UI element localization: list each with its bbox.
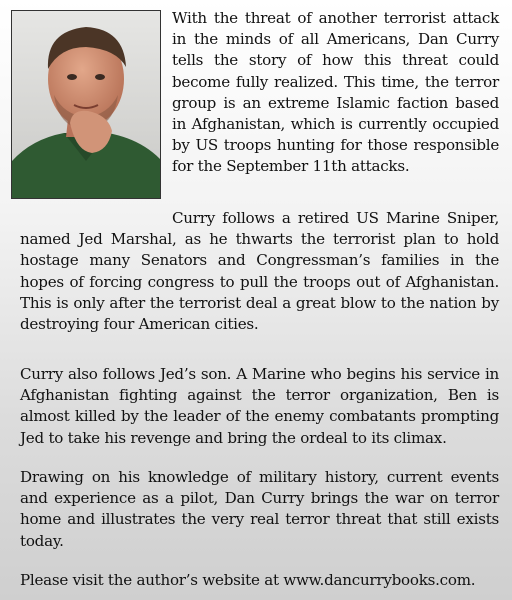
- author-background-paragraph: Drawing on his knowledge of military history, current events and experience as a pilot, Dan Curry brings the war on terror home and illustrates the very real terror threat that still exists today.: [20, 468, 499, 550]
- plot-paragraph: Curry follows a retired US Marine Sniper, named Jed Marshal, as he thwarts the terrorist plan to hold hostage many Senators and Congressman’s families in the hopes of forcing congress to pull the troops out of Afghanistan. This is only after the terrorist deal a great blow to the nation by destroying four American cities.: [20, 209, 499, 334]
- intro-paragraph: With the threat of another terrorist attack in the minds of all Americans, Dan Curry tells the story of how this threat could become fully realized. This time, the terror group is an extreme Islamic faction based in Afghanistan, which is currently occupied by US troops hunting for those responsible for the September 11th attacks.: [172, 9, 499, 176]
- author-photo: [11, 10, 161, 199]
- website-paragraph: Please visit the author’s website at www.dancurrybooks.com.: [20, 571, 476, 589]
- son-paragraph: Curry also follows Jed’s son. A Marine who begins his service in Afghanistan fighting against the terror organization, Ben is almost killed by the leader of the enemy combatants prompting Jed to take his revenge and bring the ordeal to its climax.: [20, 365, 499, 447]
- author-portrait-image: [12, 11, 160, 198]
